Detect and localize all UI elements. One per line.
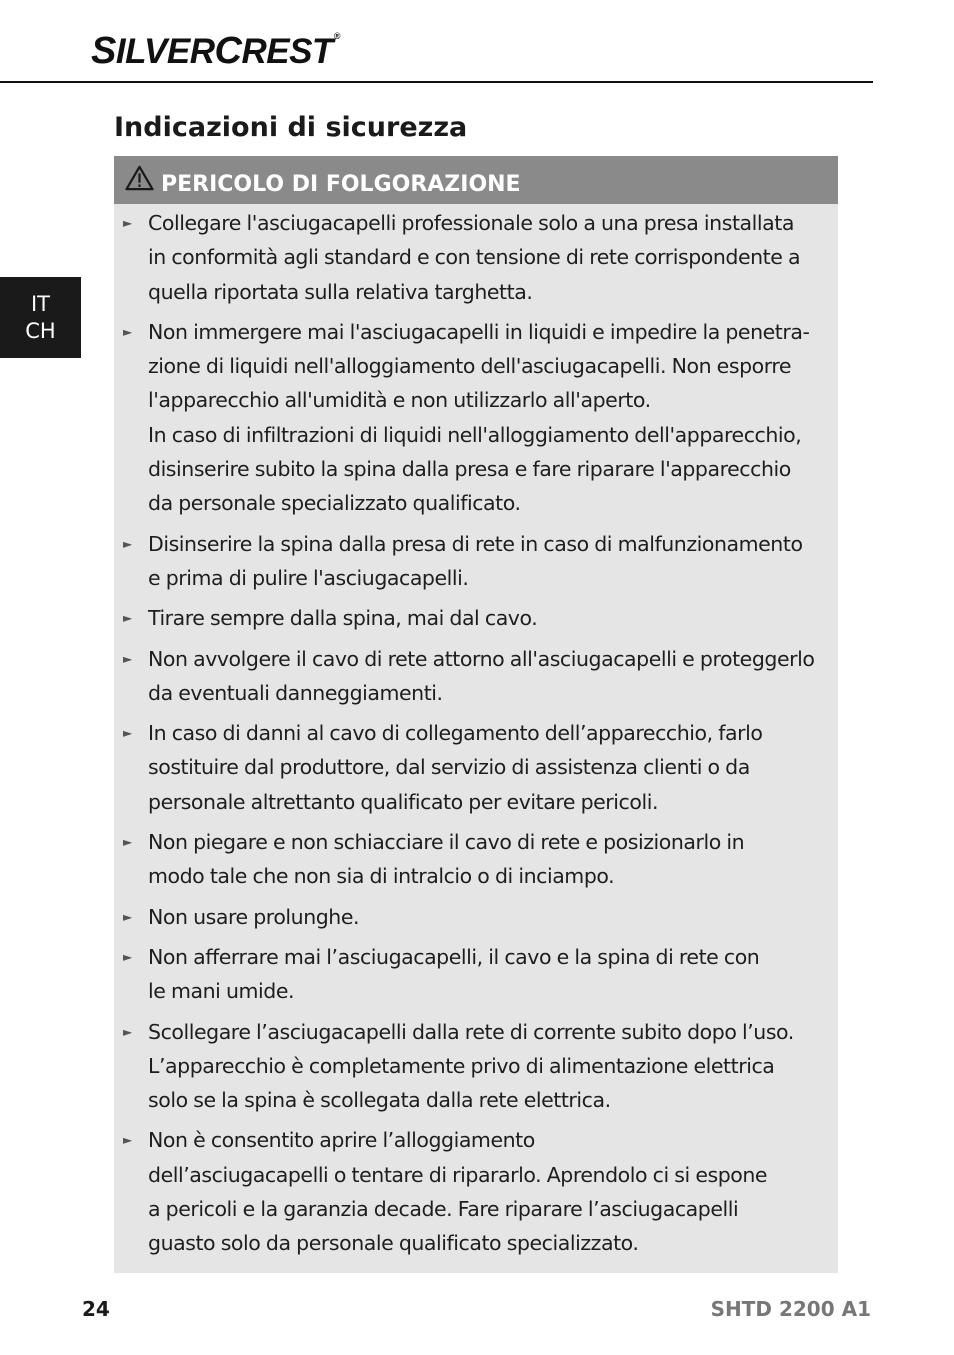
list-item (114, 940, 838, 1009)
warning-box (114, 156, 838, 1273)
bullet-arrow-icon: ► (123, 611, 132, 626)
warning-triangle-icon (124, 165, 155, 191)
list-item-text-line: Disinserire la spina dalla presa di rete in caso di malfunzionamento (148, 531, 803, 556)
model-number: SHTD 2200 A1 (710, 1297, 871, 1321)
list-item (114, 900, 838, 934)
list-item-text-line: solo se la spina è scollegata dalla rete elettrica. (148, 1088, 611, 1113)
list-item-text-line: Non immergere mai l'asciugacapelli in liquidi e impedire la penetra- (148, 319, 810, 344)
list-item-text-line: Scollegare l’asciugacapelli dalla rete di corrente subito dopo l’uso. (148, 1019, 794, 1044)
list-item-text-line: guasto solo da personale qualificato specializzato. (148, 1231, 639, 1256)
list-item-text-line: in conformità agli standard e con tensione di rete corrispondente a (148, 245, 801, 270)
list-item-text-line: Non è consentito aprire l’alloggiamento (148, 1128, 535, 1153)
list-item-text-line: da eventuali danneggiamenti. (148, 680, 443, 705)
list-item-text-line: le mani umide. (148, 979, 295, 1004)
header-rule (0, 81, 873, 83)
language-code-ch: CH (25, 318, 56, 343)
list-item-text-line: a pericoli e la garanzia decade. Fare riparare l’asciugacapelli (148, 1197, 739, 1222)
list-item-text-line: Non afferrare mai l’asciugacapelli, il cavo e la spina di rete con (148, 944, 760, 969)
list-item (114, 1015, 838, 1118)
list-item-text-line: In caso di danni al cavo di collegamento dell’apparecchio, farlo (148, 721, 763, 746)
bullet-arrow-icon: ► (123, 324, 132, 339)
list-item (114, 601, 838, 635)
list-item-text-line: sostituire dal produttore, dal servizio di assistenza clienti o da (148, 755, 750, 780)
list-item-text-line: quella riportata sulla relativa targhetta. (148, 279, 533, 304)
list-item (114, 206, 838, 309)
section-title: Indicazioni di sicurezza (114, 112, 468, 143)
language-tab (0, 277, 81, 358)
list-item-text-line: In caso di infiltrazioni di liquidi nell'alloggiamento dell'apparecchio, (148, 422, 802, 447)
warning-box-header (114, 156, 838, 204)
bullet-arrow-icon: ► (123, 536, 132, 551)
list-item-text-line: Non piegare e non schiacciare il cavo di rete e posizionarlo in (148, 830, 745, 855)
list-item-text-line: Tirare sempre dalla spina, mai dal cavo. (148, 606, 538, 631)
list-item-text-line: modo tale che non sia di intralcio o di inciampo. (148, 864, 615, 889)
bullet-arrow-icon: ► (123, 835, 132, 850)
list-item-text-line: l'apparecchio all'umidità e non utilizzarlo all'aperto. (148, 388, 651, 413)
list-item-text-line: da personale specializzato qualificato. (148, 491, 521, 516)
list-item-text-line: personale altrettanto qualificato per evitare pericoli. (148, 789, 659, 814)
list-item-text-line: zione di liquidi nell'alloggiamento dell'asciugacapelli. Non esporre (148, 354, 792, 379)
list-item (114, 642, 838, 711)
list-item-text-line: e prima di pulire l'asciugacapelli. (148, 565, 469, 590)
page-number: 24 (82, 1297, 110, 1321)
bullet-arrow-icon: ► (123, 949, 132, 964)
list-item-text-line: dell’asciugacapelli o tentare di ripararlo. Aprendolo ci si espone (148, 1162, 768, 1187)
list-item (114, 825, 838, 894)
language-code-it: IT (30, 291, 51, 316)
list-item (114, 1123, 838, 1260)
warning-title: PERICOLO DI FOLGORAZIONE (161, 171, 521, 197)
bullet-arrow-icon: ► (123, 726, 132, 741)
brand-logo: SILVERCREST® (91, 30, 340, 72)
bullet-arrow-icon: ► (123, 1133, 132, 1148)
bullet-arrow-icon: ► (123, 651, 132, 666)
list-item-text-line: disinserire subito la spina dalla presa e fare riparare l'apparecchio (148, 457, 791, 482)
bullet-arrow-icon: ► (123, 1024, 132, 1039)
bullet-arrow-icon: ► (123, 216, 132, 230)
list-item-text-line: L’apparecchio è completamente privo di alimentazione elettrica (148, 1053, 775, 1078)
list-item-text-line: Non avvolgere il cavo di rete attorno all'asciugacapelli e proteggerlo (148, 646, 815, 671)
list-item-text-line: Collegare l'asciugacapelli professionale solo a una presa installata (148, 211, 794, 235)
bullet-arrow-icon: ► (123, 909, 132, 924)
list-item-text-line: Non usare prolunghe. (148, 904, 360, 929)
list-item (114, 527, 838, 596)
list-item (114, 315, 838, 521)
list-item (114, 716, 838, 819)
safety-instruction-list (114, 206, 838, 1267)
